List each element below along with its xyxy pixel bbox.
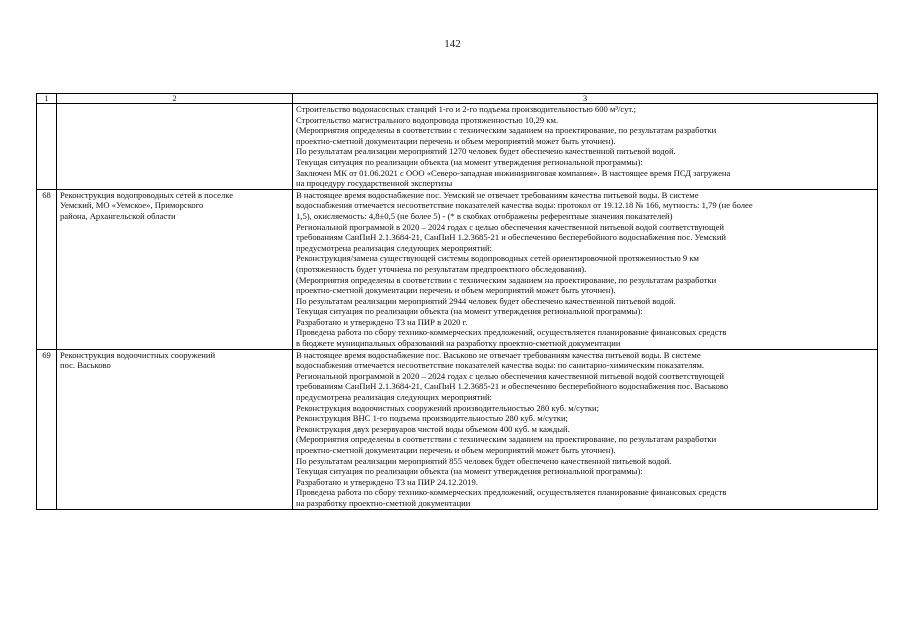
description-line: Реконструкция/замена существующей системы водопроводных сетей ориентировочной протяженностью 9 км: [296, 253, 699, 264]
row-number: 69: [37, 349, 57, 509]
description-line: Строительство магистрального водопровода протяженностью 10,29 км.: [296, 114, 559, 125]
row-number: [37, 104, 57, 190]
description-line: предусмотрена реализация следующих мероприятий:: [296, 392, 492, 403]
table-row: [37, 104, 878, 190]
header-row: [37, 94, 878, 104]
description-line: Региональной программой в 2020 – 2024 годах с целью обеспечения качественной питьевой водой соответствующей: [296, 370, 724, 381]
description-line: Текущая ситуация по реализации объекта (на момент утверждения региональной программы):: [296, 306, 643, 317]
object-name-cell: [57, 104, 293, 190]
object-name-cell: [57, 189, 293, 349]
object-name-line: района, Архангельской области: [60, 210, 176, 221]
description-line: проектно-сметной документации перечень и объем мероприятий может быть уточнен).: [296, 445, 616, 455]
object-name-line: Реконструкция водоочистных сооружений: [60, 349, 216, 360]
description-line: Реконструкция двух резервуаров чистой воды объемом 400 куб. м каждый.: [296, 423, 570, 434]
description-line: Реконструкция водоочистных сооружений производительностью 280 куб. м/сутки;: [296, 402, 600, 413]
description-cell: [293, 349, 878, 509]
description-line: предусмотрена реализация следующих мероприятий:: [296, 242, 492, 253]
description-line: водоснабжения отмечается несоответствие показателей качества воды: протокол от 19.12.18 № 166, мутность: 1,79 (не более: [296, 200, 753, 211]
object-name-line: Уемский, МО «Уемское», Приморского: [60, 200, 204, 211]
description-line: Реконструкция ВНС 1-го подъема производительностью 280 куб. м/сутки;: [296, 413, 568, 424]
description-line: Региональной программой в 2020 – 2024 годах с целью обеспечения качественной питьевой водой соответствующей: [296, 221, 724, 232]
description-line: (Мероприятия определены в соответствии с техническим заданием на проектирование, по результатам разработки: [296, 434, 717, 445]
header-col-2: 2: [57, 94, 293, 104]
description-line: Проведена работа по сбору технико-коммерческих предложений, осуществляется планирование финансовых средств: [296, 487, 727, 498]
description-line: Разработано и утверждено ТЗ на ПИР в 2020 г.: [296, 316, 468, 327]
row-number: 68: [37, 189, 57, 349]
description-cell: [293, 104, 878, 190]
description-line: По результатам реализации мероприятий 2944 человек будет обеспечено качественной питьевой водой.: [296, 295, 676, 306]
description-line: В настоящее время водоснабжение пос. Васьково не отвечает требованиям качества питьевой воды. В системе: [296, 349, 701, 360]
description-line: (Мероприятия определены в соответствии с техническим заданием на проектирование, по результатам разработки: [296, 274, 717, 285]
header-col-1: 1: [37, 94, 57, 104]
description-line: в бюджете муниципальных образований на разработку проектно-сметной документации: [296, 338, 621, 349]
description-line: Разработано и утверждено ТЗ на ПИР 24.12.2019.: [296, 476, 478, 487]
description-line: (протяженность будет уточнена по результатам предпроектного обследования).: [296, 263, 587, 274]
description-cell: [293, 189, 878, 349]
program-table: [36, 93, 878, 510]
description-line: 1,5), окисляемость: 4,8±0,5 (не более 5) - (* в скобках отображены референтные значения показателей): [296, 210, 673, 221]
description-line: на процедуру государственной экспертизы: [296, 178, 453, 189]
description-line: проектно-сметной документации перечень и объем мероприятий может быть уточнен).: [296, 285, 616, 296]
description-line: По результатам реализации мероприятий 855 человек будет обеспечено качественной питьевой водой.: [296, 455, 672, 466]
description-line: требованиям СанПиН 2.1.3684-21, СанПиН 1.2.3685-21 и обеспечению бесперебойного водоснабжения пос. Уемский: [296, 232, 727, 243]
object-name-line: пос. Васьково: [60, 360, 111, 371]
description-line: на разработку проектно-сметной документации: [296, 497, 471, 508]
page-number: 142: [444, 38, 461, 50]
description-line: проектно-сметной документации перечень и объем мероприятий может быть уточнен).: [296, 135, 616, 146]
table-body: [37, 104, 878, 510]
object-name-line: Реконструкция водопроводных сетей в поселке: [60, 189, 234, 200]
header-col-3: 3: [293, 94, 878, 104]
object-name-cell: [57, 349, 293, 509]
description-line: Проведена работа по сбору технико-коммерческих предложений, осуществляется планирование финансовых средств: [296, 327, 727, 338]
description-line: Текущая ситуация по реализации объекта (на момент утверждения региональной программы):: [296, 466, 643, 477]
description-line: Строительство водонасосных станций 1-го и 2-го подъема производительностью 600 м³/сут.;: [296, 104, 637, 114]
description-line: В настоящее время водоснабжение пос. Уемский не отвечает требованиям качества питьевой воды. В системе: [296, 189, 699, 200]
table-row: [37, 349, 878, 509]
table-row: [37, 189, 878, 349]
description-line: Текущая ситуация по реализации объекта (на момент утверждения региональной программы):: [296, 156, 643, 167]
description-line: (Мероприятия определены в соответствии с техническим заданием на проектирование, по результатам разработки: [296, 125, 717, 136]
description-line: По результатам реализации мероприятий 1270 человек будет обеспечено качественной питьевой водой.: [296, 146, 676, 157]
description-line: Заключен МК от 01.06.2021 с ООО «Северо-западная инжиниринговая компания». В настоящее время ПСД загружена: [296, 167, 731, 178]
description-line: требованиям СанПиН 2.1.3684-21, СанПиН 1.2.3685-21 и обеспечению бесперебойного водоснабжения пос. Васьково: [296, 381, 729, 392]
description-line: водоснабжения отмечается несоответствие показателей качества воды: по санитарно-химическим показателям.: [296, 360, 705, 371]
